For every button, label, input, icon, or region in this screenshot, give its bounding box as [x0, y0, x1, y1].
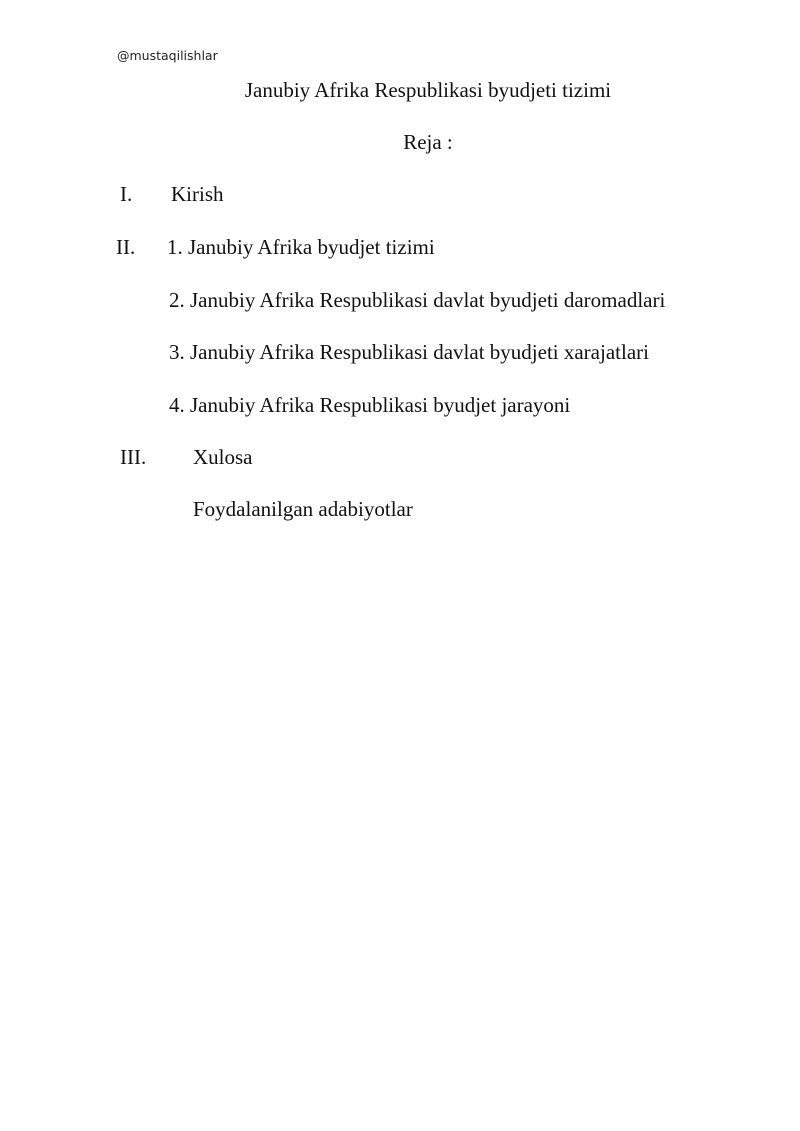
outline-text: 3. Janubiy Afrika Respublikasi davlat byudjeti xarajatlari	[169, 340, 649, 364]
outline-text: Kirish	[171, 182, 224, 206]
outline-numeral: II.	[116, 235, 136, 259]
outline-text: 2. Janubiy Afrika Respublikasi davlat byudjeti daromadlari	[169, 288, 666, 312]
outline-text: Foydalanilgan adabiyotlar	[193, 497, 413, 521]
outline-text: 4. Janubiy Afrika Respublikasi byudjet jarayoni	[169, 393, 571, 417]
document-title: Janubiy Afrika Respublikasi byudjeti tizimi	[244, 78, 612, 102]
outline-text: 1. Janubiy Afrika byudjet tizimi	[167, 235, 435, 259]
outline-text: Xulosa	[193, 445, 253, 469]
watermark-handle: @mustaqilishlar	[117, 48, 218, 63]
outline-numeral: I.	[120, 182, 133, 206]
plan-heading: Reja :	[403, 130, 453, 154]
outline-numeral: III.	[120, 445, 147, 469]
